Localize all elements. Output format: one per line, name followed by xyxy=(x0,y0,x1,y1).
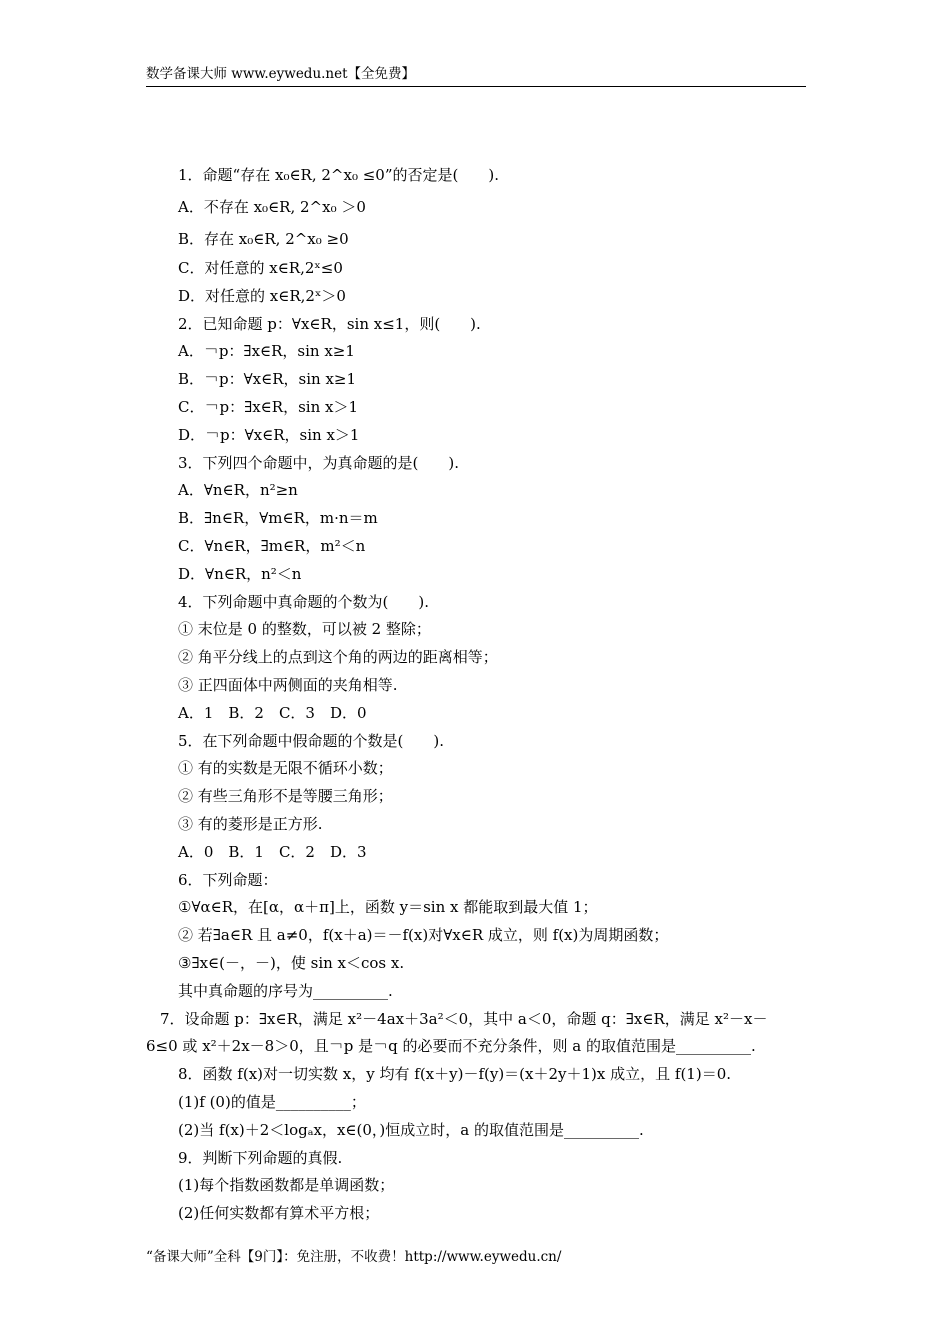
q2-option-a: A．￢p：∃x∈R，sin x≥1 xyxy=(178,342,355,361)
question-7-line-1: 7．设命题 p：∃x∈R，满足 x²－4ax＋3a²＜0，其中 a＜0，命题 q：∃x∈R，满足 x²－x－ xyxy=(160,1009,768,1028)
q5-statement-2: ② 有些三角形不是等腰三角形； xyxy=(178,787,393,806)
q2-option-d: D．￢p：∀x∈R，sin x＞1 xyxy=(178,425,360,444)
question-8: 8．函数 f(x)对一切实数 x，y 均有 f(x＋y)－f(y)＝(x＋2y＋1)x 成立，且 f(1)＝0. xyxy=(178,1065,732,1084)
q6-statement-2: ② 若∃a∈R 且 a≠0，f(x＋a)＝－f(x)对∀x∈R 成立，则 f(x)为周期函数； xyxy=(178,926,669,945)
question-1: 1．命题“存在 x₀∈R, 2^x₀ ≤0”的否定是( ). xyxy=(178,166,499,184)
page-header: 数学备课大师 www.eywedu.net【全免费】 xyxy=(146,66,416,82)
q1-option-b: B．存在 x₀∈R, 2^x₀ ≥0 xyxy=(178,230,349,248)
question-5: 5．在下列命题中假命题的个数是( ). xyxy=(178,731,445,750)
q1-option-d: D．对任意的 x∈R,2ˣ＞0 xyxy=(178,286,346,305)
question-4: 4．下列命题中真命题的个数为( ). xyxy=(178,592,430,611)
question-6: 6．下列命题： xyxy=(178,870,278,889)
page-footer: “备课大师”全科【9门】：免注册，不收费！http://www.eywedu.cn/ xyxy=(146,1249,562,1265)
q3-option-d: D．∀n∈R，n²＜n xyxy=(178,564,302,583)
q2-option-c: C．￢p：∃x∈R，sin x＞1 xyxy=(178,397,359,416)
q4-statement-2: ② 角平分线上的点到这个角的两边的距离相等； xyxy=(178,648,498,667)
question-9: 9．判断下列命题的真假. xyxy=(178,1148,343,1167)
q4-statement-1: ① 末位是 0 的整数，可以被 2 整除； xyxy=(178,620,431,639)
q4-statement-3: ③ 正四面体中两侧面的夹角相等. xyxy=(178,675,398,694)
header-divider xyxy=(146,86,806,87)
q5-statement-3: ③ 有的菱形是正方形. xyxy=(178,814,323,833)
q3-option-b: B．∃n∈R，∀m∈R，m·n＝m xyxy=(178,509,378,528)
q6-statement-1: ①∀α∈R，在[α，α＋π]上，函数 y＝sin x 都能取到最大值 1； xyxy=(178,898,598,917)
question-2: 2．已知命题 p：∀x∈R，sin x≤1，则( ). xyxy=(178,314,481,333)
q5-options: A．0 B．1 C．2 D．3 xyxy=(178,842,367,861)
q9-part-1: (1)每个指数函数都是单调函数； xyxy=(178,1176,395,1195)
q4-options: A．1 B．2 C．3 D．0 xyxy=(178,703,367,722)
document-body xyxy=(146,159,806,1228)
q5-statement-1: ① 有的实数是无限不循环小数； xyxy=(178,759,393,778)
q8-part-1: (1)f (0)的值是__________； xyxy=(178,1092,366,1111)
q1-option-a: A．不存在 x₀∈R, 2^x₀ ＞0 xyxy=(178,198,366,216)
q6-prompt: 其中真命题的序号为__________. xyxy=(178,981,393,1000)
q9-part-2: (2)任何实数都有算术平方根； xyxy=(178,1204,380,1223)
q6-statement-3: ③∃x∈(－，－)，使 sin x＜cos x. xyxy=(178,953,405,972)
q1-option-c: C．对任意的 x∈R,2ˣ≤0 xyxy=(178,259,343,277)
question-7-line-2: 6≤0 或 x²＋2x－8＞0，且￢p 是￢q 的必要而不充分条件，则 a 的取值范围是__________. xyxy=(146,1037,756,1056)
q3-option-a: A．∀n∈R，n²≥n xyxy=(178,481,298,500)
q8-part-2: (2)当 f(x)＋2＜logₐx，x∈(0，)恒成立时，a 的取值范围是__________. xyxy=(178,1120,644,1139)
question-3: 3．下列四个命题中，为真命题的是( ). xyxy=(178,453,460,472)
q2-option-b: B．￢p：∀x∈R，sin x≥1 xyxy=(178,370,357,389)
q3-option-c: C．∀n∈R，∃m∈R，m²＜n xyxy=(178,536,366,555)
